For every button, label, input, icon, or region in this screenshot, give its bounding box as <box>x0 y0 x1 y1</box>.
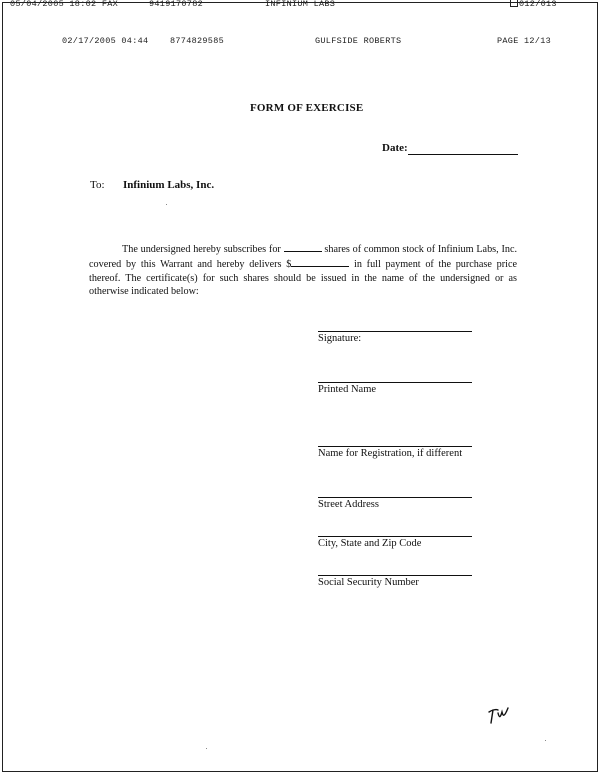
street-address-line[interactable] <box>318 497 472 498</box>
fax-header-number: 9419170782 <box>149 0 204 9</box>
fax-header-page: 012/013 <box>510 0 557 9</box>
shares-blank[interactable] <box>284 242 322 252</box>
date-label: Date: <box>382 142 408 154</box>
subscription-paragraph: The undersigned hereby subscribes for shares of common stock of Infinium Labs, Inc. covered by this Warrant and hereby delivers $ in full payment of the purchase price thereof. The certificate(s) for such shares should be issued in the name of the undersigned or as otherwise indicated below: <box>89 244 518 298</box>
amount-blank[interactable] <box>291 257 349 267</box>
ssn-label: Social Security Number <box>318 577 419 588</box>
signature-label: Signature: <box>318 333 362 344</box>
registration-name-line[interactable] <box>318 446 472 447</box>
scan-speck <box>166 204 167 205</box>
ssn-line[interactable] <box>318 575 472 576</box>
city-state-zip-line[interactable] <box>318 536 472 537</box>
sub-header-number: 8774829585 <box>170 36 225 46</box>
fax-header-sender: INFINIUM LABS <box>265 0 336 9</box>
recipient-name: Infinium Labs, Inc. <box>123 179 215 191</box>
page-border <box>2 2 598 772</box>
signature-line[interactable] <box>318 331 472 332</box>
street-address-label: Street Address <box>318 499 379 510</box>
scan-speck <box>545 740 546 741</box>
document-title: FORM OF EXERCISE <box>250 102 364 114</box>
fax-box-icon <box>510 0 518 7</box>
to-label: To: <box>90 179 105 191</box>
scan-speck <box>206 748 207 749</box>
printed-name-line[interactable] <box>318 382 472 383</box>
registration-name-label: Name for Registration, if different <box>318 448 463 459</box>
handwritten-initials-icon <box>486 704 510 726</box>
date-field-line[interactable] <box>408 154 518 155</box>
fax-header-datetime: 05/04/2005 18:02 FAX <box>10 0 119 9</box>
sub-header-datetime: 02/17/2005 04:44 <box>62 36 149 46</box>
printed-name-label: Printed Name <box>318 384 377 395</box>
sub-header-page: PAGE 12/13 <box>497 36 552 46</box>
sub-header-sender: GULFSIDE ROBERTS <box>315 36 402 46</box>
city-state-zip-label: City, State and Zip Code <box>318 538 422 549</box>
